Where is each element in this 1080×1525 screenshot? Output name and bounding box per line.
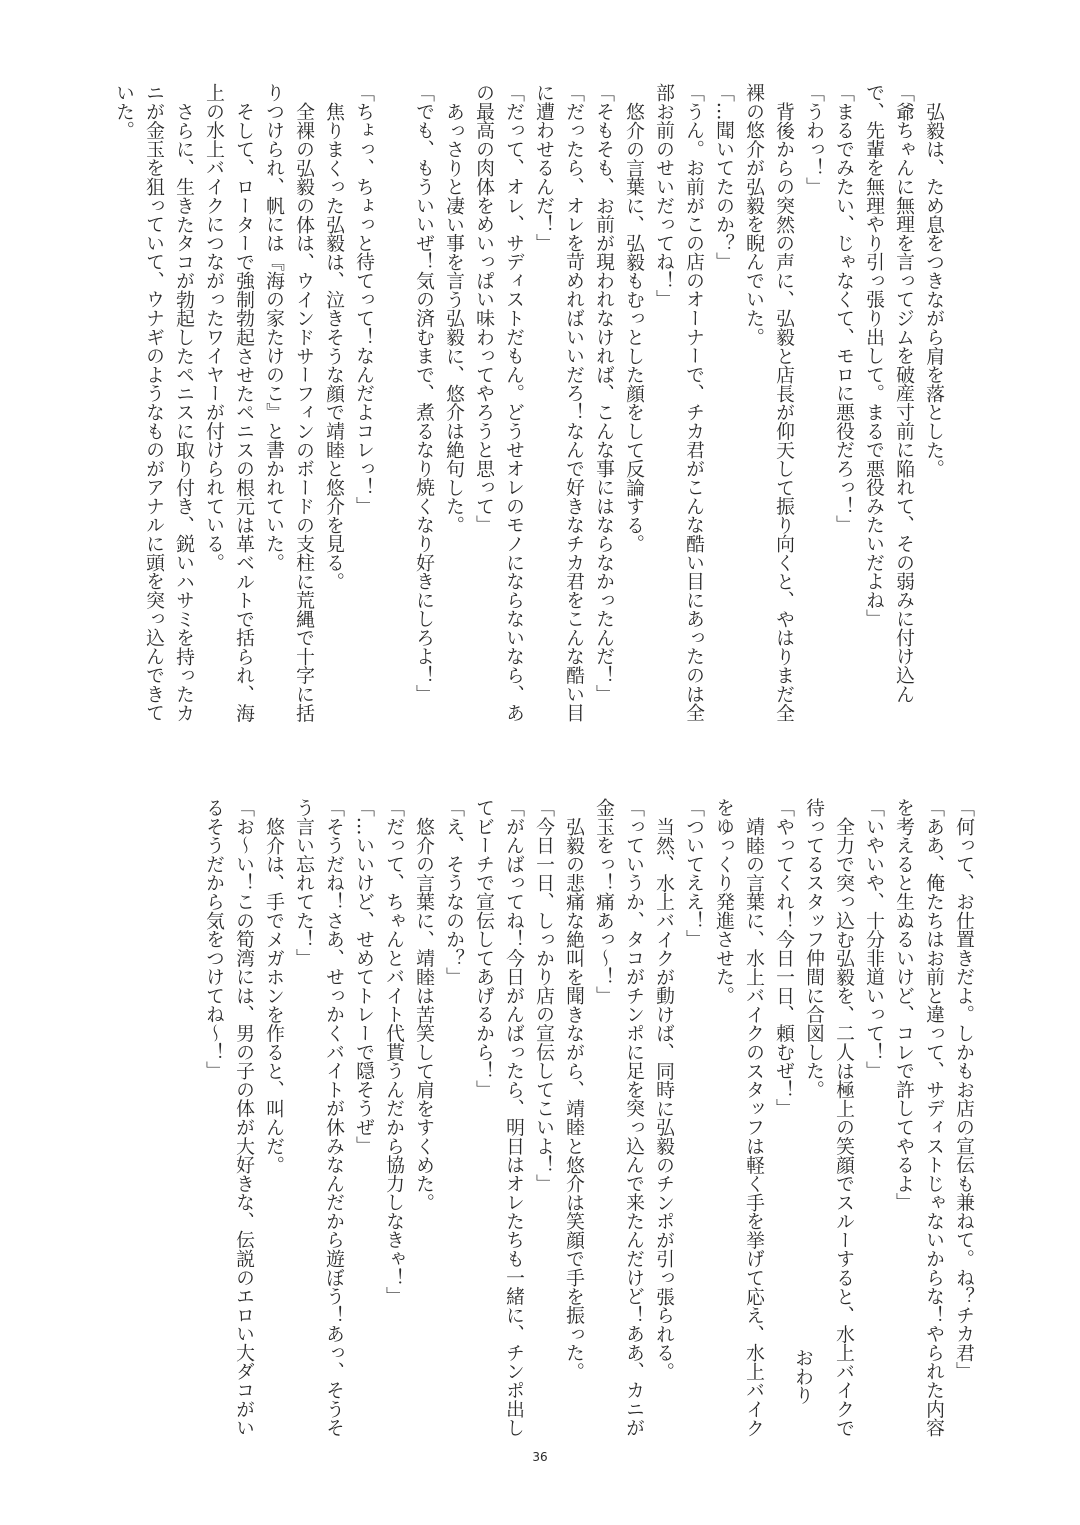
text-line: 「何って、お仕置きだよ。しかもお店の宣伝も兼ねて。ね？チカ君」 <box>953 798 974 1381</box>
text-line: 全力で突っ込む弘毅を、二人は極上の笑顔でスルーすると、水上バイクで <box>833 816 854 1437</box>
text-line: 「…聞いてたのか？」 <box>713 83 734 271</box>
text-line: 背後からの突然の声に、弘毅と店長が仰天して振り向くと、やはりまだ全 <box>773 101 794 722</box>
text-line: 悠介の言葉に、弘毅もむっとした顔をして反論する。 <box>623 101 644 553</box>
text-line: 裸の悠介が弘毅を睨んでいた。 <box>743 83 764 347</box>
text-line: 全裸の弘毅の体は、ウインドサーフィンのボードの支柱に荒縄で十字に括 <box>293 101 314 722</box>
text-line: そして、ローターで強制勃起させたペニスの根元は革ベルトで括られ、海 <box>233 101 254 722</box>
text-line: 「お〜い！この筍湾には、男の子の体が大好きな、伝説のエロい大ダコがい <box>233 798 254 1437</box>
text-line: を考えると生ぬるいけど、コレで許してやるよ」 <box>893 798 914 1212</box>
text-line: 「そもそも、お前が現われなければ、こんな事にはならなかったんだ！」 <box>593 83 614 704</box>
text-line: 「やってくれ！今日一日、頼むぜ！」 <box>773 798 794 1118</box>
text-line: 「え、そうなのか？」 <box>443 798 464 986</box>
text-line: 焦りまくった弘毅は、泣きそうな顔で靖睦と悠介を見る。 <box>323 101 344 591</box>
page-number: 36 <box>532 1450 548 1464</box>
text-line: の最高の肉体をめいっぱい味わってやろうと思って」 <box>473 83 494 534</box>
text-line: 「うん。お前がこの店のオーナーで、チカ君がこんな酷い目にあったのは全 <box>683 83 704 722</box>
text-line: 「ああ、俺たちはお前と違って、サディストじゃないからな！やられた内容 <box>923 798 944 1437</box>
text-line: 上の水上バイクにつながったワイヤーが付けられている。 <box>203 83 224 572</box>
text-line <box>378 83 408 723</box>
text-line: 「今日一日、しっかり店の宣伝してこいよ！」 <box>533 798 554 1193</box>
text-line: 「ちょっ、ちょっと待てって！なんだよコレっ！」 <box>353 83 374 516</box>
text-line: いた。 <box>113 83 134 140</box>
bottom-text-block <box>198 798 978 1438</box>
text-line: 「いやいや、十分非道いって！」 <box>863 798 884 1080</box>
text-line: りつけられ、帆には『海の家たけのこ』と書かれていた。 <box>263 83 284 572</box>
text-line: あっさりと凄い事を言う弘毅に、悠介は絶句した。 <box>443 101 464 534</box>
text-line: 悠介の言葉に、靖睦は苦笑して肩をすくめた。 <box>413 816 434 1212</box>
text-line: 「…いいけど、せめてトレーで隠そうぜ」 <box>353 798 374 1156</box>
text-line: 「だって、ちゃんとバイト代貰うんだから協力しなきゃ！」 <box>383 798 404 1306</box>
text-line: 「まるでみたい、じゃなくて、モロに悪役だろっ！」 <box>833 83 854 534</box>
text-line: 悠介は、手でメガホンを作ると、叫んだ。 <box>263 816 284 1174</box>
text-line: をゆっくり発進させた。 <box>713 798 734 1005</box>
text-line: に遭わせるんだ！」 <box>533 83 554 253</box>
top-text-block <box>108 83 948 723</box>
text-line: で、先輩を無理やり引っ張り出して。まるで悪役みたいだよね」 <box>863 83 884 628</box>
text-line: う言い忘れてた！」 <box>293 798 314 968</box>
text-line: 弘毅は、ため息をつきながら肩を落とした。 <box>923 101 944 478</box>
text-line: るそうだから気をつけてね〜！」 <box>203 798 224 1080</box>
text-line: 「がんばってね！今日がんばったら、明日はオレたちも一緒に、チンポ出し <box>503 798 524 1437</box>
text-line: 当然、水上バイクが動けば、同時に弘毅のチンポが引っ張られる。 <box>653 816 674 1381</box>
text-line: 「うわっ！」 <box>803 83 824 196</box>
text-line: 「ついてええ！」 <box>683 798 704 949</box>
text-line: さらに、生きたタコが勃起したペニスに取り付き、鋭いハサミを持ったカ <box>173 101 194 722</box>
text-line: 「だったら、オレを苛めればいいだろ！なんで好きなチカ君をこんな酷い目 <box>563 83 584 722</box>
text-line: 「でも、もういいぜ！気の済むまで、煮るなり焼くなり好きにしろよ！」 <box>413 83 434 704</box>
end-mark: おわり <box>792 1348 813 1405</box>
text-line: 靖睦の言葉に、水上バイクのスタッフは軽く手を挙げて応え、水上バイク <box>743 816 764 1437</box>
text-line: 「爺ちゃんに無理を言ってジムを破産寸前に陥れて、その弱みに付け込ん <box>893 83 914 704</box>
text-line: 「っていうか、タコがチンポに足を突っ込んで来たんだけど！ああ、カニが <box>623 798 644 1437</box>
text-line: 「そうだね！さあ、せっかくバイトが休みなんだから遊ぼう！あっ、そうそ <box>323 798 344 1437</box>
text-line: 待ってるスタッフ仲間に合図した。 <box>803 798 824 1099</box>
text-line: 金玉をっ！痛あっ〜！」 <box>593 798 614 1005</box>
text-line: ニが金玉を狙っていて、ウナギのようなものがアナルに頭を突っ込んできて <box>143 83 164 722</box>
text-line: 「だって、オレ、サディストだもん。どうせオレのモノにならないなら、あ <box>503 83 524 722</box>
text-line: 部お前のせいだってね！」 <box>653 83 674 309</box>
text-line: てビーチで宣伝してあげるから！」 <box>473 798 494 1099</box>
text-line: 弘毅の悲痛な絶叫を聞きながら、靖睦と悠介は笑顔で手を振った。 <box>563 816 584 1381</box>
